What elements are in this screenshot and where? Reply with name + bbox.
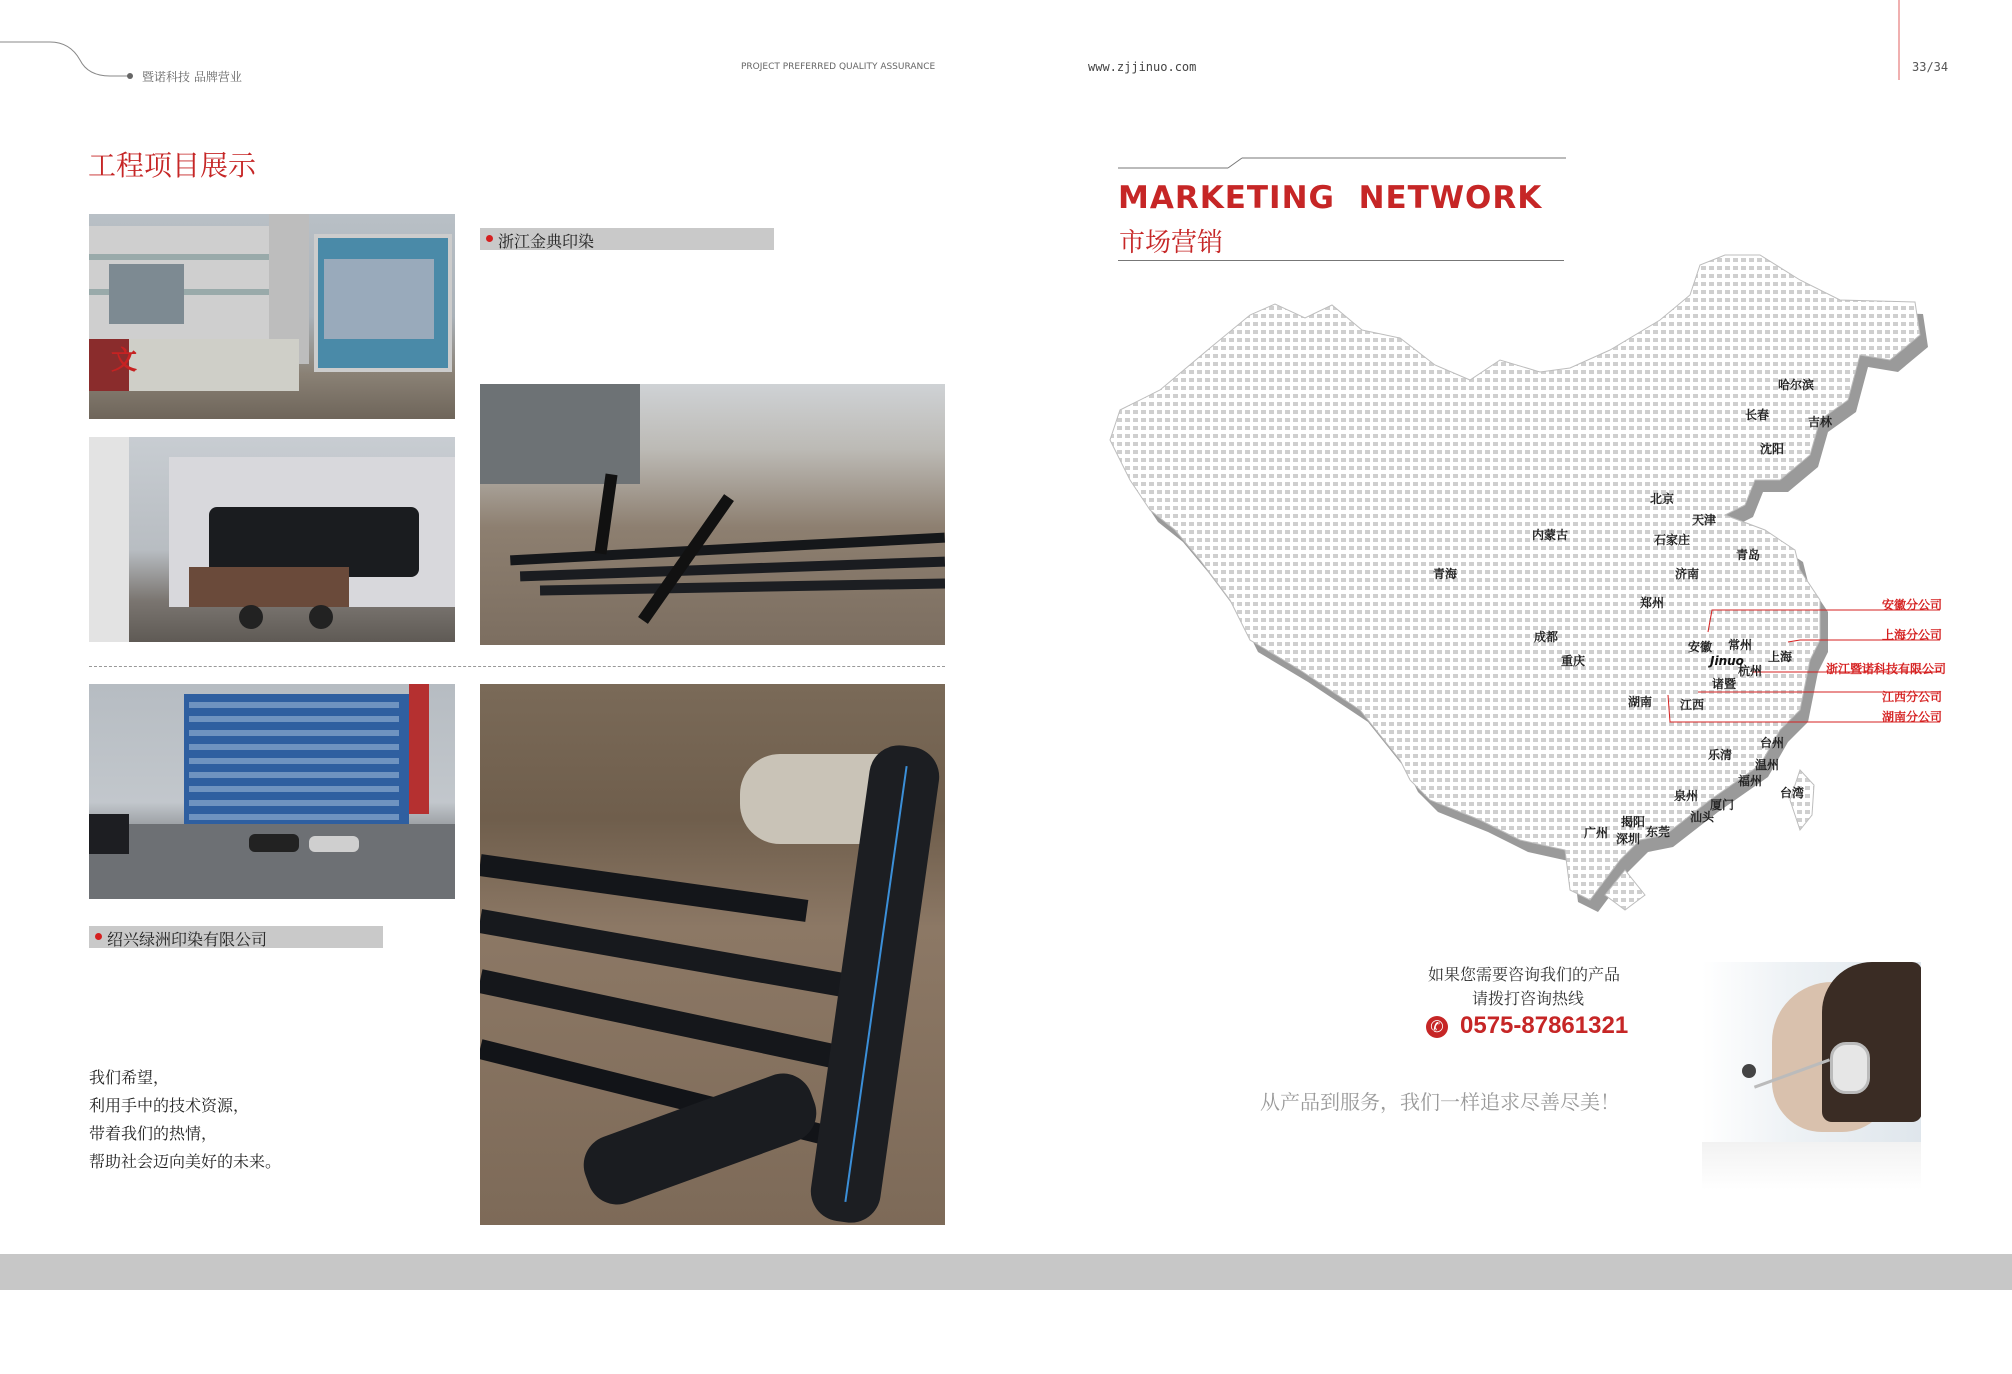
city-jinan: 济南 [1675, 567, 1700, 581]
city-shantou: 汕头 [1690, 810, 1715, 824]
city-wenzhou: 温州 [1755, 758, 1780, 772]
title-cn: 市场营销 [1119, 228, 1224, 258]
branch-shanghai: 上海分公司 [1882, 628, 1943, 642]
city-xiamen: 厦门 [1710, 798, 1735, 812]
header-curve [0, 30, 140, 80]
city-quanzhou: 泉州 [1674, 789, 1699, 803]
photo-flooded-pipes [480, 684, 945, 1225]
body-line-2: 利用手中的技术资源， [89, 1096, 250, 1115]
city-qingdao: 青岛 [1736, 548, 1761, 562]
company-logo: Jinuo [1710, 654, 1744, 668]
city-hunan: 湖南 [1628, 695, 1653, 709]
divider [89, 666, 945, 667]
caption-jindian-text: 浙江金典印染 [498, 232, 595, 251]
phone-icon: ✆ [1426, 1016, 1448, 1038]
photo-office-building [89, 684, 455, 899]
city-qinghai: 青海 [1433, 567, 1458, 581]
city-hangzhou: 杭州 [1738, 664, 1763, 678]
city-chengdu: 成都 [1534, 630, 1559, 644]
city-shijiazhuang: 石家庄 [1654, 533, 1691, 547]
city-zhengzhou: 郑州 [1640, 596, 1665, 610]
page-number: 33/34 [1912, 60, 1949, 74]
city-chongqing: 重庆 [1561, 654, 1586, 668]
bullet-icon [95, 933, 102, 940]
hotline-number[interactable]: 0575-87861321 [1460, 1012, 1629, 1039]
slogan: 从产品到服务，我们一样追求尽善尽美！ [1260, 1090, 1620, 1114]
branch-anhui: 安徽分公司 [1882, 598, 1943, 612]
consult-line-2: 请拨打咨询热线 [1472, 989, 1585, 1008]
body-text [89, 1064, 281, 1176]
city-neimenggu: 内蒙古 [1532, 528, 1569, 542]
city-jilin: 吉林 [1808, 415, 1833, 429]
title-en: MARKETING NETWORK [1118, 180, 1543, 216]
bullet-icon [486, 235, 493, 242]
city-beijing: 北京 [1650, 492, 1675, 506]
branch-zhejiang-hq: 浙江暨诺科技有限公司 [1826, 662, 1947, 676]
city-zhuji: 诸暨 [1712, 677, 1737, 691]
city-guangzhou: 广州 [1584, 826, 1609, 840]
body-line-4: 帮助社会迈向美好的未来。 [89, 1152, 282, 1171]
building-char: 文 [111, 346, 138, 376]
branch-hunan: 湖南分公司 [1882, 710, 1943, 724]
city-yueqing: 乐清 [1708, 748, 1733, 762]
photo-factory-sign [89, 214, 455, 419]
city-shenyang: 沈阳 [1760, 442, 1785, 456]
section-title: 工程项目展示 [88, 149, 257, 182]
consult-line-1: 如果您需要咨询我们的产品 [1428, 965, 1621, 984]
photo-pipe-truck [89, 437, 455, 642]
title-top-rule [1118, 156, 1566, 170]
body-line-1: 我们希望， [89, 1068, 170, 1087]
tagline: PROJECT PREFERRED QUALITY ASSURANCE [741, 62, 936, 72]
footer-band [0, 1254, 2012, 1290]
city-taiwan: 台湾 [1780, 786, 1805, 800]
body-line-3: 带着我们的热情， [89, 1124, 218, 1143]
city-anhui: 安徽 [1688, 640, 1713, 654]
city-tianjin: 天津 [1692, 513, 1717, 527]
photo-customer-service [1702, 962, 1921, 1190]
china-map [1100, 240, 1943, 920]
website: www.zjjinuo.com [1088, 60, 1197, 74]
city-jiangxi: 江西 [1680, 698, 1705, 712]
city-changzhou: 常州 [1728, 638, 1753, 652]
city-shanghai: 上海 [1768, 650, 1793, 664]
city-taizhou: 台州 [1760, 736, 1785, 750]
city-shenzhen: 深圳 [1616, 832, 1641, 846]
caption-lvzhou-text: 绍兴绿洲印染有限公司 [107, 930, 268, 949]
photo-trench-pipes [480, 384, 945, 645]
caption-jindian [480, 228, 774, 250]
city-fuzhou: 福州 [1738, 774, 1763, 788]
brand-label: 暨诺科技 品牌营业 [142, 70, 242, 84]
city-harbin: 哈尔滨 [1778, 378, 1815, 392]
city-dongguan: 东莞 [1646, 825, 1671, 839]
page-divider [1898, 0, 1900, 80]
caption-lvzhou [89, 926, 383, 948]
branch-jiangxi: 江西分公司 [1882, 690, 1943, 704]
city-changchun: 长春 [1745, 408, 1770, 422]
city-jieyang: 揭阳 [1621, 815, 1646, 829]
